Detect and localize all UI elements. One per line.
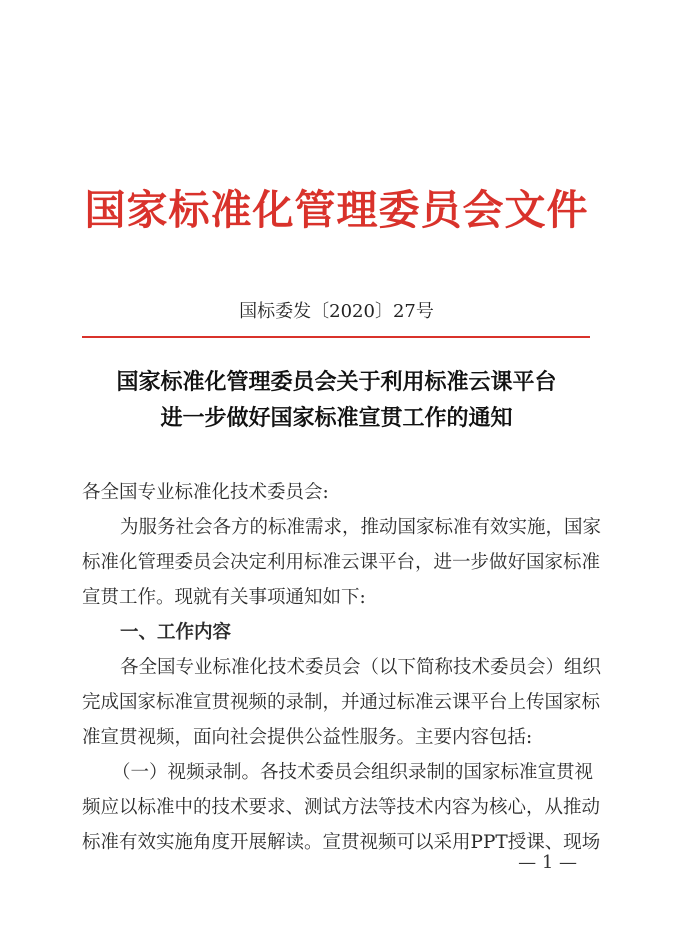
red-divider: [82, 336, 590, 338]
body-line: 各全国专业标准化技术委员会（以下简称技术委员会）组织: [120, 657, 602, 678]
page-number: — 1 —: [518, 852, 577, 873]
notice-title-line-1: 国家标准化管理委员会关于利用标准云课平台: [116, 370, 557, 395]
section-heading: 一、工作内容: [120, 622, 232, 643]
issuer-title: 国家标准化管理委员会文件: [84, 186, 589, 234]
body-line: 标准有效实施角度开展解读。宣贯视频可以采用PPT授课、现场: [82, 832, 601, 853]
notice-title-line-2: 进一步做好国家标准宣贯工作的通知: [160, 406, 513, 431]
body-line: 宣贯工作。现就有关事项通知如下:: [82, 587, 366, 608]
body-line: 完成国家标准宣贯视频的录制，并通过标准云课平台上传国家标: [82, 692, 601, 713]
addressee: 各全国专业标准化技术委员会:: [82, 482, 329, 503]
body-line: 准宣贯视频，面向社会提供公益性服务。主要内容包括:: [82, 727, 533, 748]
body-line: 为服务社会各方的标准需求，推动国家标准有效实施，国家: [120, 517, 602, 538]
body-line: （一）视频录制。各技术委员会组织录制的国家标准宣贯视: [112, 762, 594, 783]
document-number: 国标委发〔2020〕27号: [239, 301, 434, 322]
body-text: [82, 481, 602, 866]
body-line: 标准化管理委员会决定利用标准云课平台，进一步做好国家标准: [82, 552, 601, 573]
body-line: 频应以标准中的技术要求、测试方法等技术内容为核心，从推动: [82, 797, 601, 818]
